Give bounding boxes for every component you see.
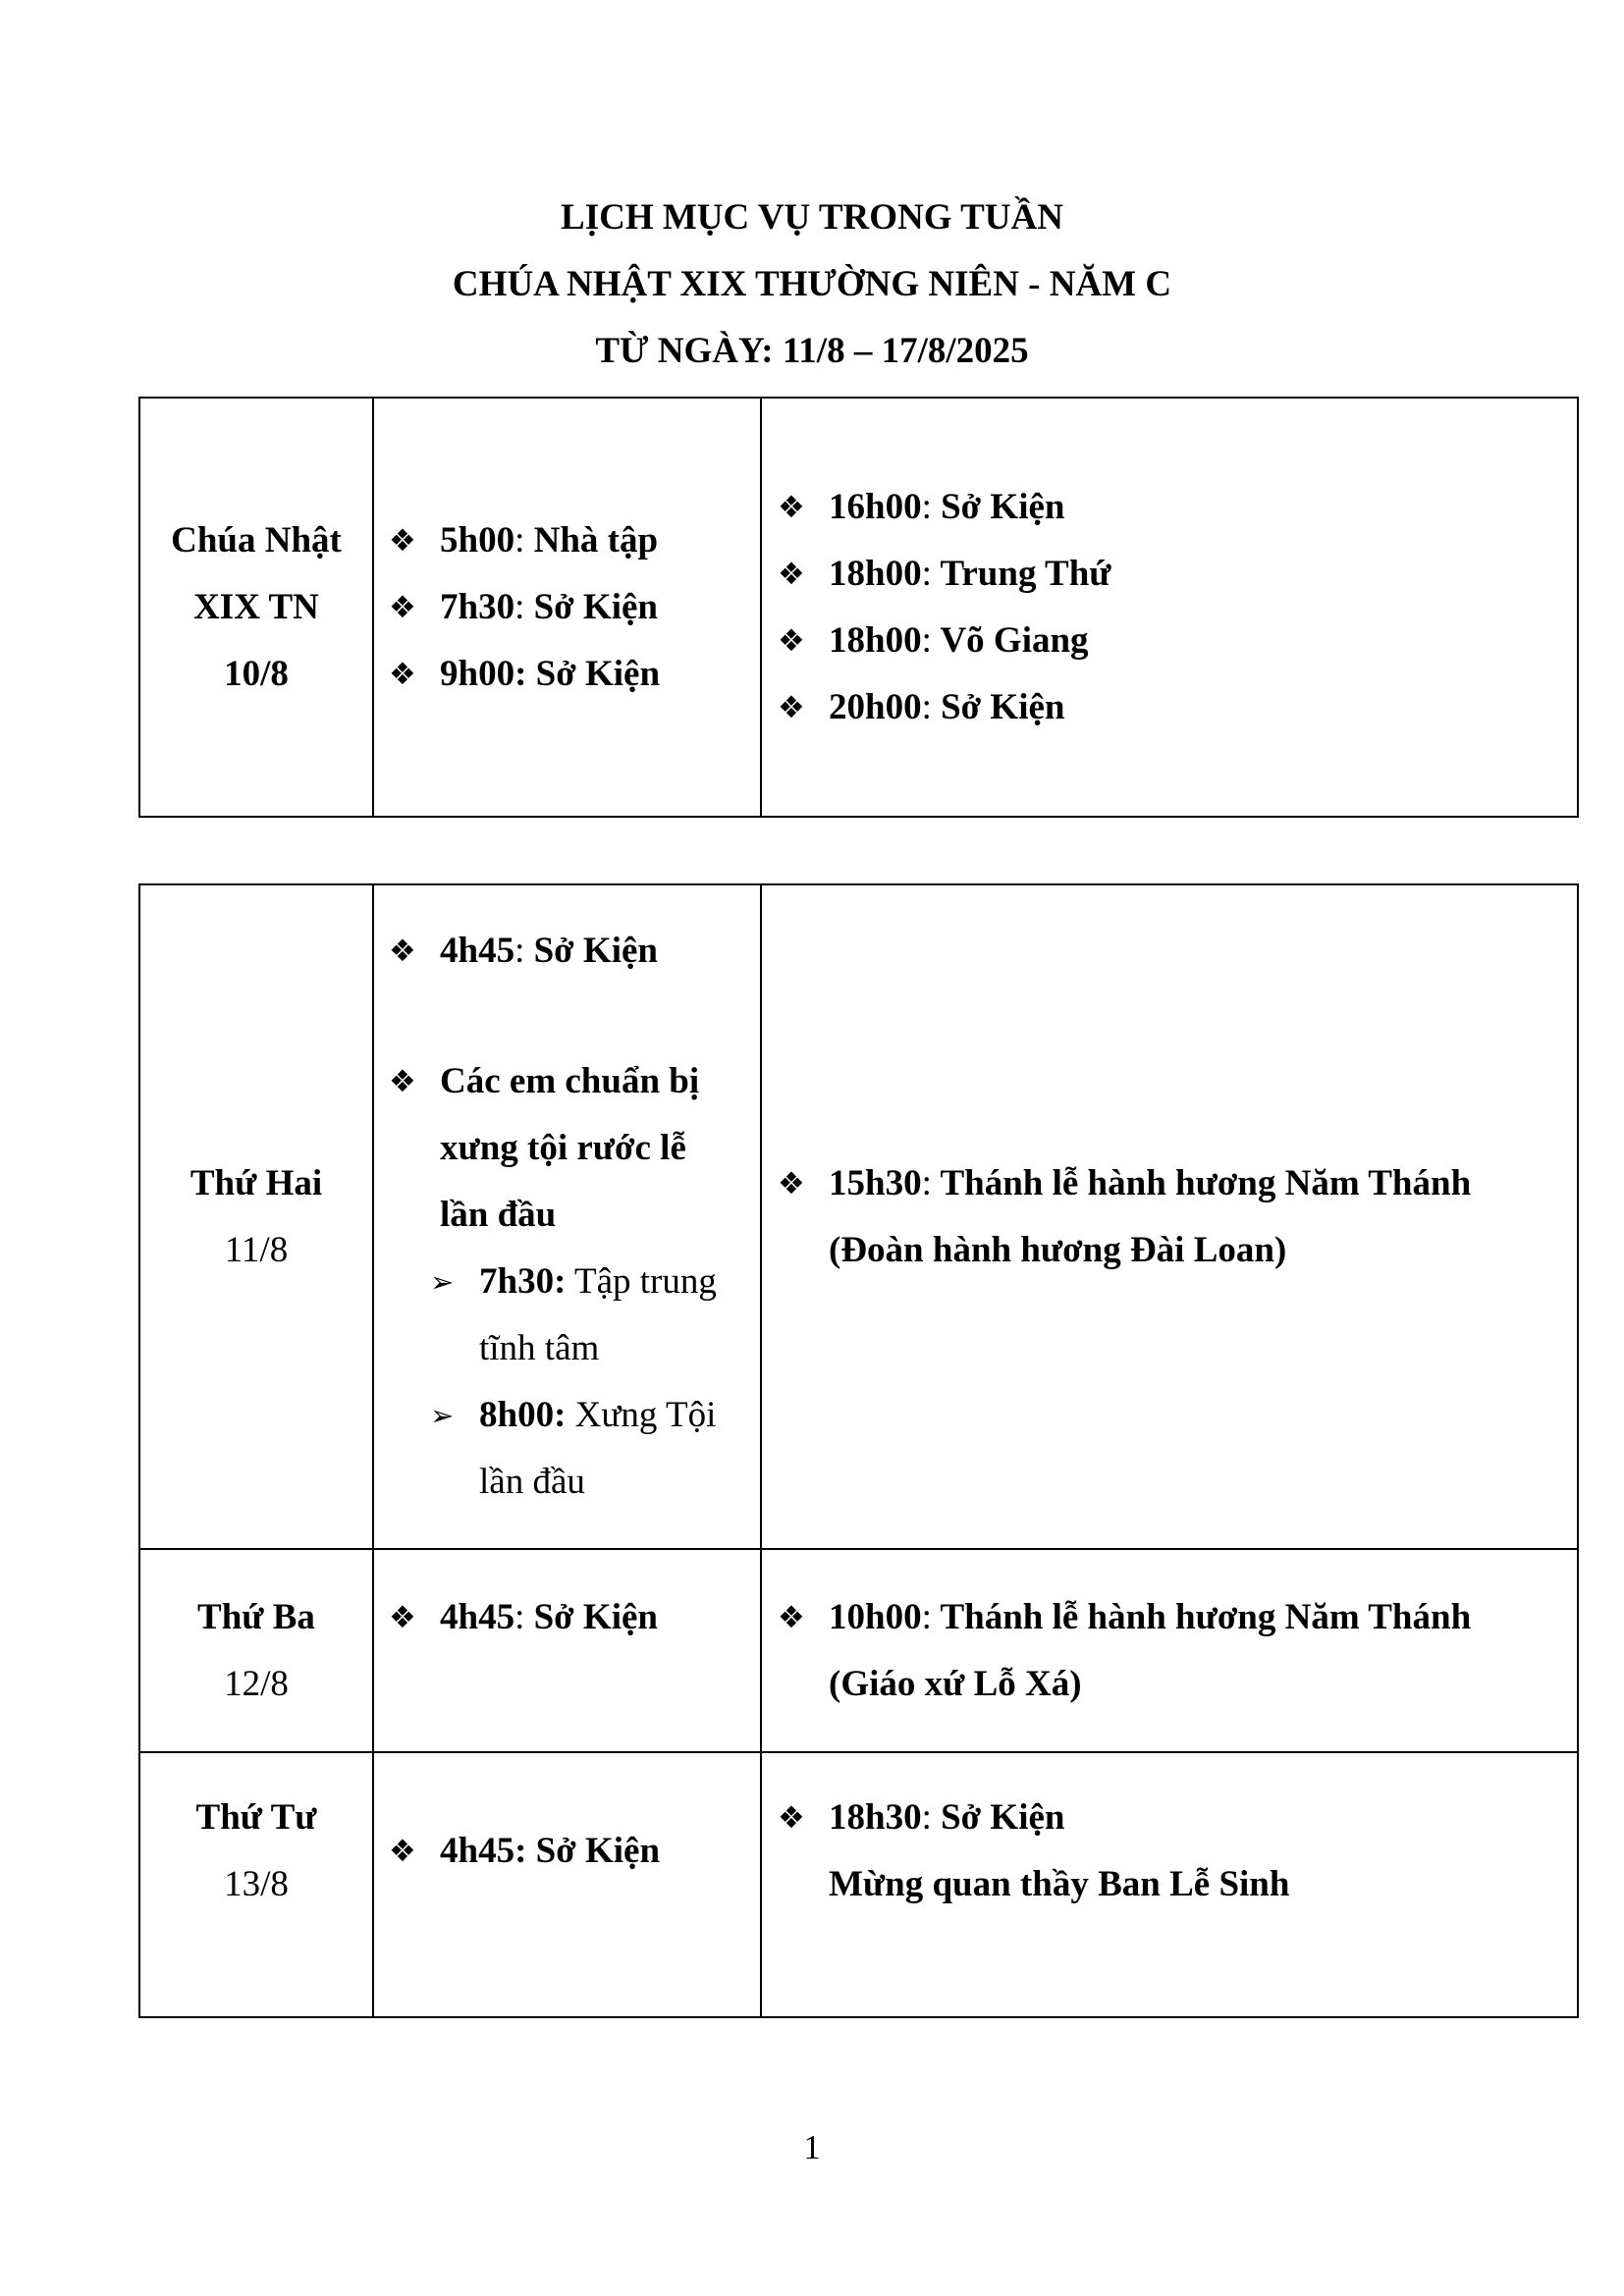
mass-time: 4h45 — [440, 931, 515, 971]
mass-time: 18h00 — [829, 619, 922, 661]
mass-item: ❖ 4h45: Sở Kiện — [389, 918, 760, 985]
mass-time: 4h45: — [440, 1831, 527, 1871]
diamond-bullet-icon: ❖ — [389, 589, 416, 625]
monday-row — [139, 884, 1578, 1549]
sub-text: tĩnh tâm — [479, 1328, 600, 1368]
mass-place: Sở Kiện — [524, 931, 658, 971]
diamond-bullet-icon: ❖ — [389, 522, 416, 559]
evening-cell — [761, 1752, 1578, 2017]
mass-place: Sở Kiện — [524, 586, 658, 627]
mass-description: Thánh lễ hành hương Năm Thánh — [931, 1162, 1472, 1203]
day-date: 11/8 — [224, 1229, 289, 1270]
mass-group: (Giáo xứ Lỗ Xá) — [829, 1663, 1082, 1704]
mass-item: ❖ 15h30: Thánh lễ hành hương Năm Thánh — [778, 1150, 1577, 1217]
mass-place: Sở Kiện — [526, 1831, 661, 1871]
sub-item — [389, 1249, 760, 1315]
mass-group: (Đoàn hành hương Đài Loan) — [829, 1229, 1287, 1270]
mass-item — [389, 641, 760, 708]
mass-item: ❖ 10h00: Thánh lễ hành hương Năm Thánh — [778, 1584, 1577, 1651]
diamond-bullet-icon: ❖ — [389, 1064, 416, 1099]
day-name: Thứ Ba — [197, 1596, 315, 1637]
diamond-bullet-icon: ❖ — [389, 934, 416, 969]
day-date: 13/8 — [224, 1864, 289, 1904]
prep-title: lần đầu — [440, 1195, 557, 1235]
sub-text: Xưng Tội — [566, 1395, 717, 1435]
sub-time: 8h00: — [479, 1395, 567, 1435]
mass-item: ❖ 18h00: Trung Thứ — [778, 541, 1577, 608]
diamond-bullet-icon: ❖ — [389, 656, 416, 692]
diamond-bullet-icon: ❖ — [389, 1834, 416, 1869]
mass-place: Sở Kiện — [931, 1797, 1065, 1838]
mass-time: 4h45 — [440, 1597, 515, 1637]
day-date: 10/8 — [224, 653, 289, 694]
diamond-bullet-icon: ❖ — [778, 689, 805, 725]
mass-item: ❖ 7h30: Sở Kiện — [389, 574, 760, 641]
arrow-bullet-icon: ➢ — [430, 1399, 455, 1432]
mass-item: ❖ 4h45: Sở Kiện — [389, 1584, 760, 1651]
mass-time: 18h00 — [829, 553, 922, 594]
sub-time: 7h30: — [479, 1261, 567, 1302]
day-cell — [139, 1549, 373, 1752]
sub-text: Tập trung — [566, 1261, 717, 1302]
mass-place: Sở Kiện — [931, 486, 1065, 527]
day-liturgical: XIX TN — [193, 586, 319, 627]
mass-time: 10h00 — [829, 1596, 922, 1637]
prep-item — [389, 1048, 760, 1115]
day-cell — [139, 1752, 373, 2017]
day-date: 12/8 — [224, 1663, 289, 1704]
evening-cell — [761, 1549, 1578, 1752]
mass-time: 15h30 — [829, 1162, 922, 1203]
morning-cell — [373, 1752, 761, 2017]
sub-text: lần đầu — [479, 1462, 585, 1502]
day-name: Chúa Nhật — [171, 519, 342, 561]
day-name: Thứ Tư — [195, 1797, 317, 1838]
mass-place: Sở Kiện — [524, 1597, 658, 1637]
mass-place: Trung Thứ — [931, 553, 1111, 594]
mass-time: 5h00 — [440, 519, 515, 561]
page-number: 1 — [803, 2128, 821, 2166]
mass-item: ❖ 18h30: Sở Kiện — [778, 1785, 1577, 1851]
evening-cell — [761, 398, 1578, 817]
morning-cell — [373, 1549, 761, 1752]
mass-description: Thánh lễ hành hương Năm Thánh — [931, 1596, 1472, 1637]
mass-time: 18h30 — [829, 1797, 922, 1838]
diamond-bullet-icon: ❖ — [778, 489, 805, 525]
diamond-bullet-icon: ❖ — [389, 1600, 416, 1635]
weekday-schedule-table — [138, 883, 1579, 2018]
mass-time: 20h00 — [829, 686, 922, 727]
wednesday-row — [139, 1752, 1578, 2017]
arrow-bullet-icon: ➢ — [430, 1265, 455, 1299]
mass-time: 9h00: — [440, 653, 527, 694]
mass-item: ❖ 20h00: Sở Kiện — [778, 674, 1577, 741]
mass-item: ❖ 5h00: Nhà tập — [389, 507, 760, 574]
morning-cell — [373, 884, 761, 1549]
mass-time: 16h00 — [829, 486, 922, 527]
morning-cell — [373, 398, 761, 817]
day-cell — [139, 884, 373, 1549]
prep-title: Các em chuẩn bị — [440, 1061, 700, 1101]
mass-place: Võ Giang — [931, 619, 1089, 661]
diamond-bullet-icon: ❖ — [778, 622, 805, 659]
mass-description: Mừng quan thầy Ban Lễ Sinh — [829, 1864, 1290, 1904]
mass-item — [389, 1818, 760, 1885]
day-cell — [139, 398, 373, 817]
document-subtitle: CHÚA NHẬT XIX THƯỜNG NIÊN - NĂM C — [452, 264, 1172, 304]
mass-item: ❖ 16h00: Sở Kiện — [778, 474, 1577, 541]
prep-title: xưng tội rước lễ — [440, 1128, 686, 1168]
diamond-bullet-icon: ❖ — [778, 1165, 805, 1201]
mass-item: ❖ 18h00: Võ Giang — [778, 608, 1577, 674]
evening-cell — [761, 884, 1578, 1549]
document-title: LỊCH MỤC VỤ TRONG TUẦN — [561, 197, 1063, 238]
sub-item — [389, 1382, 760, 1449]
tuesday-row — [139, 1549, 1578, 1752]
sunday-schedule-table — [138, 397, 1579, 818]
mass-place: Sở Kiện — [526, 653, 661, 694]
sunday-row — [139, 398, 1578, 817]
diamond-bullet-icon: ❖ — [778, 556, 805, 592]
mass-place: Nhà tập — [524, 519, 659, 561]
mass-place: Sở Kiện — [931, 686, 1065, 727]
day-name: Thứ Hai — [189, 1162, 323, 1203]
diamond-bullet-icon: ❖ — [778, 1599, 805, 1635]
diamond-bullet-icon: ❖ — [778, 1800, 805, 1836]
mass-time: 7h30 — [440, 586, 515, 627]
date-range: TỪ NGÀY: 11/8 – 17/8/2025 — [595, 331, 1029, 371]
